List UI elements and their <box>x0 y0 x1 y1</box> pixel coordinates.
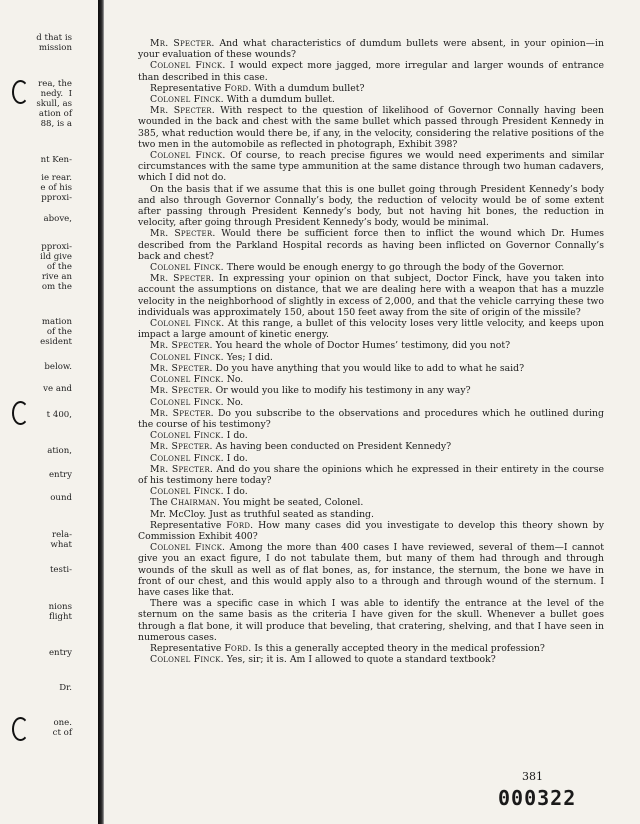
margin-fragment: ie rear. e of his pproxi- <box>40 173 72 203</box>
paragraph <box>138 228 604 262</box>
paragraph-text: Among the more than 400 cases I have reviewed, several of them—I cannot give you an exact figure, I do not tabulate them, but many of them had through and through wounds of the skull as well as of flat bones, as, for instance, the sternum, the bone we have in front of our chest, and this would apply also to a through and through wound of the sternum. I have cases like that. <box>138 542 605 598</box>
margin-fragment: t 400, <box>46 410 72 420</box>
speaker-name: Mr. Specter. <box>150 38 215 49</box>
paragraph <box>138 542 604 598</box>
speaker-name: Colonel Finck. <box>150 351 224 363</box>
speaker-name: Mr. Specter. <box>150 441 213 453</box>
adjacent-page-margin <box>0 0 100 824</box>
speaker-name: Ford. <box>226 519 254 531</box>
testimony-body-text <box>138 38 604 665</box>
paragraph-text: And what characteristics of dumdum bullets were absent, in your opinion—in your evaluation of these wounds? <box>138 38 604 61</box>
paragraph-text: There would be enough energy to go through the body of the Governor. <box>223 262 565 274</box>
paragraph <box>138 318 604 340</box>
paragraph-text: You might be seated, Colonel. <box>220 497 364 509</box>
speaker-name: Chairman. <box>170 497 221 509</box>
margin-fragment: Dr. <box>59 683 72 693</box>
paragraph-text: You heard the whole of Doctor Humes’ testimony, did you not? <box>212 340 511 352</box>
paragraph-text: On the basis that if we assume that this is one bullet going through President Kennedy’s body and also through Governor Connally’s body, the reduction of velocity would be of some extent after passing through President Kennedy’s body, but not having hit bones, the reduction in velocity, after going through President Kennedy’s body, would be minimal. <box>138 183 604 229</box>
paragraph-text: I do. <box>223 452 248 464</box>
margin-fragment: ound <box>50 493 72 503</box>
paragraph <box>138 363 604 374</box>
margin-fragment: ve and <box>43 384 72 394</box>
paragraph <box>138 94 604 105</box>
margin-fragment: entry <box>48 648 72 658</box>
paragraph-text: No. <box>223 396 244 408</box>
paragraph-text: Do you subscribe to the observations and procedures which he outlined during the course of his testimony? <box>138 407 604 430</box>
paragraph-text: Representative <box>150 82 225 94</box>
speaker-name: Colonel Finck. <box>150 318 225 330</box>
paragraph <box>138 340 604 351</box>
paragraph-text: As having been conducted on President Kennedy? <box>212 441 452 453</box>
paragraph-text: Of course, to reach precise figures we would need experiments and similar circumstances with the same type ammunition at the same distance through two human cadavers, which I did not do. <box>138 150 604 184</box>
paragraph-text: Would there be sufficient force then to inflict the wound which Dr. Humes described from the Parkland Hospital records as having been inflicted on Governor Connally’s back and chest? <box>138 228 604 262</box>
margin-fragment: nions flight <box>48 602 72 622</box>
speaker-name: Colonel Finck. <box>150 452 224 464</box>
speaker-name: Mr. Specter. <box>150 463 214 475</box>
document-stamp-number: 000322 <box>498 786 577 810</box>
paragraph <box>138 60 604 82</box>
paragraph-text: Is this a generally accepted theory in the medical profession? <box>251 642 545 654</box>
speaker-name: Mr. Specter. <box>150 273 215 285</box>
paragraph-text: The <box>150 497 171 509</box>
paragraph-text: In expressing your opinion on that subject, Doctor Finck, have you taken into account the assumptions on distance, that we are dealing here with a weapon that has a muzzle velocity in the neighborhood of slightly in excess of 2,000, and that the vehicle carrying these two individuals was approximately 150, about 150 feet away from the site of origin of the missile? <box>138 273 604 318</box>
margin-fragment: rea, the nedy. I skull, as ation of 88, is a <box>36 79 72 129</box>
paragraph <box>138 520 604 542</box>
speaker-name: Mr. Specter. <box>150 385 213 397</box>
margin-fragment: below. <box>44 362 72 372</box>
paragraph <box>138 352 604 363</box>
speaker-name: Mr. Specter. <box>150 228 216 240</box>
paragraph <box>138 509 604 520</box>
speaker-name: Mr. Specter. <box>150 340 213 352</box>
speaker-name: Mr. Specter. <box>150 407 214 419</box>
margin-fragment: entry <box>48 470 72 480</box>
paragraph-text: There was a specific case in which I was able to identify the entrance at the level of the sternum on the same basis as the criteria I have given for the skull. Whenever a bullet goes through a flat bone, it will produce that beveling, that cratering, shelving, and that I have seen in numerous cases. <box>138 598 604 643</box>
speaker-name: Mr. Specter. <box>150 362 213 374</box>
speaker-name: Colonel Finck. <box>150 60 226 72</box>
speaker-name: Colonel Finck. <box>150 542 226 554</box>
paragraph-text: Representative <box>150 642 225 654</box>
paragraph <box>138 453 604 464</box>
margin-fragment: one. ct of <box>52 718 72 738</box>
paragraph-text: How many cases did you investigate to develop this theory shown by Commission Exhibit 400? <box>138 519 604 542</box>
margin-fragment: pproxi- ild give of the rive an om the <box>40 242 72 292</box>
paragraph-text: Do you have anything that you would like to add to what he said? <box>212 362 525 374</box>
margin-fragment: testi- <box>49 565 72 575</box>
paragraph <box>138 654 604 665</box>
paragraph <box>138 598 604 643</box>
margin-fragment: rela- what <box>50 530 72 550</box>
paragraph <box>138 464 604 486</box>
paragraph <box>138 105 604 150</box>
speaker-name: Colonel Finck. <box>150 486 224 498</box>
paragraph-text: With a dumdum bullet. <box>223 94 335 106</box>
speaker-name: Colonel Finck. <box>150 94 224 106</box>
paragraph-text: Yes, sir; it is. Am I allowed to quote a standard textbook? <box>223 654 496 666</box>
speaker-name: Colonel Finck. <box>150 374 224 386</box>
paragraph <box>138 643 604 654</box>
paragraph <box>138 273 604 318</box>
paragraph <box>138 441 604 452</box>
margin-fragment: ation, <box>47 446 72 456</box>
paragraph <box>138 83 604 94</box>
paragraph-text: I do. <box>223 486 248 498</box>
paragraph-text: I would expect more jagged, more irregular and larger wounds of entrance than described in this case. <box>138 60 605 83</box>
paragraph-text: With a dumdum bullet? <box>251 82 365 94</box>
paragraph <box>138 497 604 508</box>
paragraph-text: Yes; I did. <box>223 351 273 363</box>
paragraph <box>138 397 604 408</box>
margin-fragment: above, <box>43 214 72 224</box>
paragraph-text: Representative <box>150 519 227 531</box>
margin-fragment: nt Ken- <box>40 155 72 165</box>
speaker-name: Colonel Finck. <box>150 150 226 162</box>
speaker-name: Ford. <box>224 642 252 654</box>
page-number: 381 <box>522 770 543 783</box>
paragraph <box>138 150 604 184</box>
margin-fragment: d that is mission <box>36 33 72 53</box>
paragraph-text: Or would you like to modify his testimony in any way? <box>212 385 471 397</box>
book-spine-gutter <box>98 0 104 824</box>
speaker-name: Colonel Finck. <box>150 430 224 442</box>
speaker-name: Ford. <box>224 82 252 94</box>
margin-fragment: mation of the esident <box>40 317 72 347</box>
paragraph-text: And do you share the opinions which he expressed in their entirety in the course of his testimony here today? <box>138 463 604 486</box>
paragraph-text: No. <box>223 374 244 386</box>
paragraph <box>138 385 604 396</box>
paragraph <box>138 262 604 273</box>
speaker-name: Colonel Finck. <box>150 654 224 666</box>
paragraph <box>138 184 604 229</box>
speaker-name: Mr. Specter. <box>150 105 215 117</box>
paragraph <box>138 408 604 430</box>
paragraph-text: At this range, a bullet of this velocity loses very little velocity, and keeps upon impact a large amount of kinetic energy. <box>138 318 604 341</box>
paragraph <box>138 486 604 497</box>
speaker-name: Colonel Finck. <box>150 396 224 408</box>
paragraph-text: With respect to the question of likelihood of Governor Connally having been wounded in the back and chest with the same bullet which passed through President Kennedy in 385, what reduction would there be, if any, in the velocity, considering the relative positions of the two men in the automobile as reflected in photograph, Exhibit 398? <box>138 105 604 150</box>
paragraph <box>138 38 604 60</box>
paragraph <box>138 430 604 441</box>
paragraph <box>138 374 604 385</box>
paragraph-text: Mr. McCloy. Just as truthful seated as standing. <box>150 508 374 520</box>
paragraph-text: I do. <box>223 430 248 442</box>
speaker-name: Colonel Finck. <box>150 262 224 274</box>
